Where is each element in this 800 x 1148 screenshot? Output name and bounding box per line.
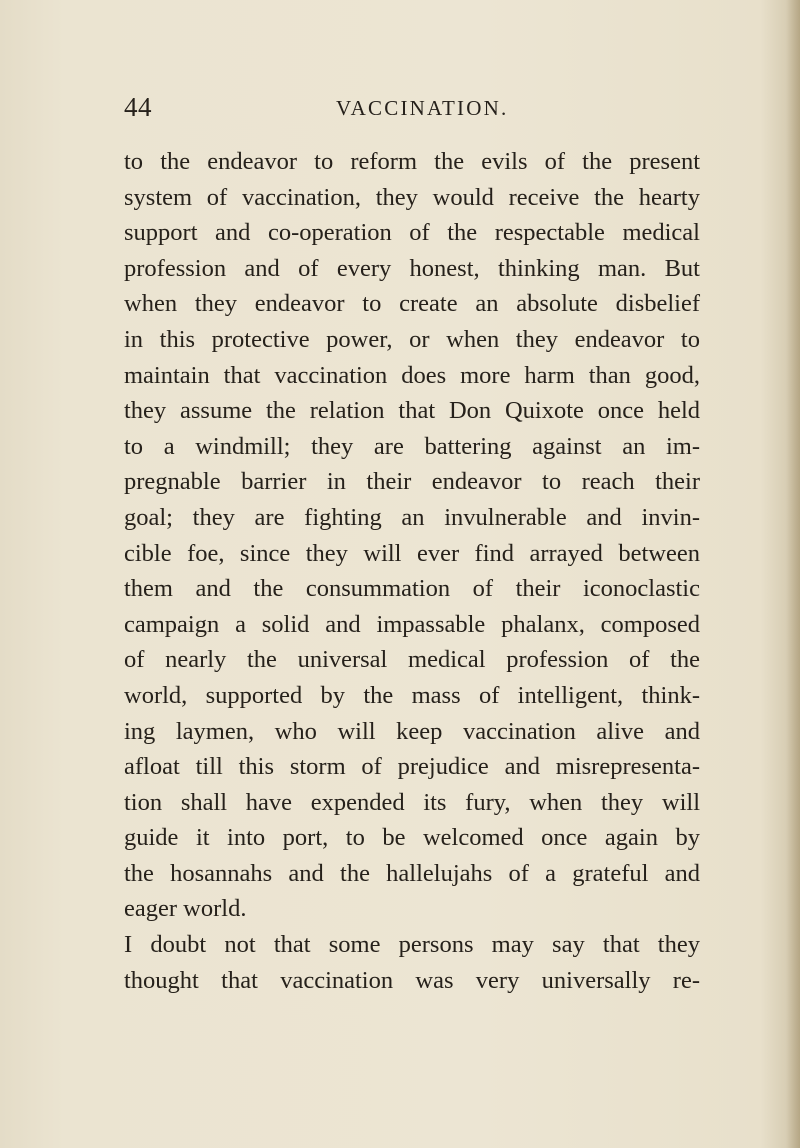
text-line: eager world. — [124, 895, 247, 923]
text-line: to a windmill; they are battering against an im- — [124, 432, 700, 460]
text-line: thought that vaccination was very universally re- — [124, 966, 700, 994]
text-line: cible foe, since they will ever find arrayed between — [124, 539, 700, 567]
text-line: profession and of every honest, thinking man. But — [124, 254, 700, 282]
text-line: campaign a solid and impassable phalanx, composed — [124, 610, 700, 638]
text-line: afloat till this storm of prejudice and misrepresenta- — [124, 753, 700, 781]
text-line: guide it into port, to be welcomed once again by — [124, 824, 700, 852]
page-edge-shadow — [786, 0, 800, 1148]
running-head — [124, 92, 684, 122]
text-line: the hosannahs and the hallelujahs of a grateful and — [124, 859, 700, 887]
page-number: 44 — [124, 92, 152, 122]
text-line: world, supported by the mass of intelligent, think- — [124, 681, 700, 709]
text-line: ing laymen, who will keep vaccination alive and — [124, 717, 700, 745]
text-line: support and co-operation of the respectable medical — [124, 219, 700, 247]
text-line: in this protective power, or when they endeavor to — [124, 325, 700, 353]
running-title: VACCINATION. — [336, 96, 509, 120]
text-line: they assume the relation that Don Quixote once held — [124, 397, 700, 425]
text-line: of nearly the universal medical profession of the — [124, 646, 700, 674]
text-line: maintain that vaccination does more harm than good, — [124, 361, 700, 389]
text-line: goal; they are fighting an invulnerable and invin- — [124, 503, 700, 531]
text-line: to the endeavor to reform the evils of the present — [124, 148, 700, 175]
text-line: them and the consummation of their iconoclastic — [124, 575, 700, 603]
text-line: system of vaccination, they would receive the hearty — [124, 183, 700, 211]
text-line: pregnable barrier in their endeavor to reach their — [124, 468, 700, 496]
body-text — [124, 144, 700, 998]
text-line: I doubt not that some persons may say that they — [124, 931, 700, 959]
text-line: when they endeavor to create an absolute disbelief — [124, 290, 700, 318]
text-line: tion shall have expended its fury, when they will — [124, 788, 700, 816]
